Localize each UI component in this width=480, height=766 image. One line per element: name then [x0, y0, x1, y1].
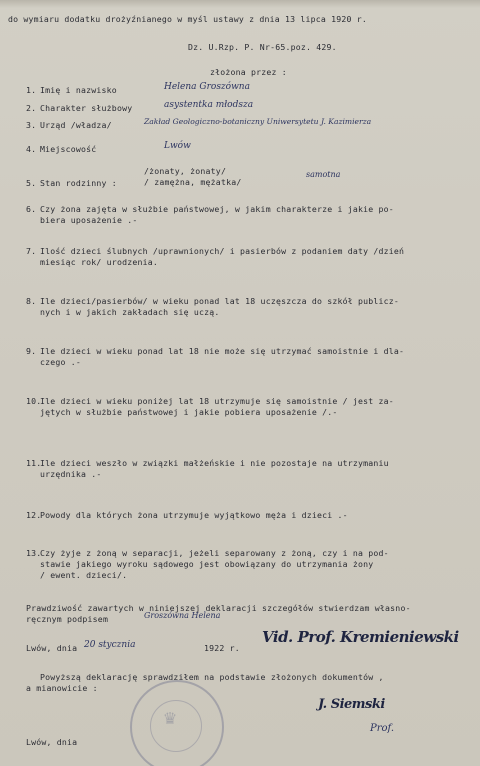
- official-stamp: [130, 680, 224, 766]
- official-signature: Vid. Prof. Kremieniewski: [262, 628, 459, 646]
- header-line-1: do wymiaru dodatku drożyźnianego w myśl ustawy z dnia 13 lipca 1920 r.: [8, 14, 368, 24]
- verification-line-1: Powyższą deklarację sprawdziłem na podstawie złożonych dokumentów ,: [40, 672, 384, 682]
- stamp-inner-ring: [150, 700, 202, 752]
- question-text-line: / ewent. dzieci/.: [40, 570, 128, 580]
- question-text-line: miesiąc rok/ urodzenia.: [40, 257, 158, 267]
- item-number: 1.: [26, 85, 37, 95]
- date-place-label: Lwów, dnia: [26, 643, 78, 653]
- item-label: Imię i nazwisko: [40, 85, 117, 95]
- marital-status-label: Stan rodzinny :: [40, 178, 117, 188]
- item-label: Miejscowość: [40, 144, 97, 154]
- item-label: Charakter służbowy: [40, 103, 133, 113]
- question-text-line: nych i w jakich zakładach się uczą.: [40, 307, 220, 317]
- question-text-line: Czy żyje z żoną w separacji, jeżeli separowany z żoną, czy i na pod-: [40, 548, 389, 558]
- verification-line-2: a mianowicie :: [26, 683, 98, 693]
- item-number: 4.: [26, 144, 37, 154]
- question-text-line: biera uposażenie .-: [40, 215, 138, 225]
- question-text-line: Ile dzieci w wieku ponad lat 18 nie może się utrzymać samoistnie i dla-: [40, 346, 405, 356]
- question-text-line: Ile dzieci/pasierbów/ w wieku ponad lat 18 uczęszcza do szkół publicz-: [40, 296, 400, 306]
- item-handwritten-value: Helena Groszówna: [164, 82, 250, 92]
- declarant-signature: Groszówna Helena: [144, 611, 221, 620]
- declaration-line-1: Prawdziwość zawartych w niniejszej deklaracji szczegółów stwierdzam własno-: [26, 603, 411, 613]
- question-number: 7.: [26, 246, 37, 256]
- question-number: 13.: [26, 548, 42, 558]
- item-handwritten-value: asystentka młodsza: [164, 100, 254, 110]
- date-year: 1922 r.: [204, 643, 240, 653]
- marital-options-line-1: /żonaty, żonaty/: [144, 166, 227, 176]
- question-text-line: czego .-: [40, 357, 82, 367]
- marital-status-value: samotna: [306, 170, 341, 179]
- item-label: Urząd /władza/: [40, 120, 112, 130]
- item-handwritten-value: Zakład Geologiczno-botaniczny Uniwersytetu J. Kazimierza: [144, 117, 372, 126]
- question-text-line: Czy żona zajęta w służbie państwowej, w jakim charakterze i jakie po-: [40, 204, 394, 214]
- marital-options-line-2: / zamężna, mężatka/: [144, 177, 242, 187]
- item-number: 5.: [26, 178, 37, 188]
- question-text-line: Powody dla których żona utrzymuje wyjątkowo męża i dzieci .-: [40, 510, 348, 520]
- question-text-line: jętych w służbie państwowej i jakie pobiera uposażenie /.-: [40, 407, 338, 417]
- footer-date-label: Lwów, dnia: [26, 737, 78, 747]
- declaration-line-2: ręcznym podpisem: [26, 614, 109, 624]
- question-text-line: stawie jakiego wyroku sądowego jest obowiązany do utrzymania żony: [40, 559, 374, 569]
- question-number: 12.: [26, 510, 42, 520]
- date-day-month: 20 stycznia: [84, 640, 136, 650]
- item-handwritten-value: Lwów: [164, 141, 191, 151]
- question-number: 10.: [26, 396, 42, 406]
- question-number: 8.: [26, 296, 37, 306]
- verifier-signature: J. Siemski: [318, 697, 385, 712]
- question-number: 6.: [26, 204, 37, 214]
- question-text-line: urzędnika .-: [40, 469, 102, 479]
- verifier-role: Prof.: [370, 723, 395, 734]
- question-number: 9.: [26, 346, 37, 356]
- header-legal-reference: Dz. U.Rzp. P. Nr-65.poz. 429.: [188, 42, 337, 52]
- eagle-emblem-icon: ♛: [164, 705, 177, 729]
- question-number: 11.: [26, 458, 42, 468]
- question-text-line: Ile dzieci weszło w związki małżeńskie i nie pozostaje na utrzymaniu: [40, 458, 389, 468]
- question-text-line: Ile dzieci w wieku poniżej lat 18 utrzymuje się samoistnie / jest za-: [40, 396, 394, 406]
- page-top-shadow: [0, 0, 480, 8]
- submitted-by-label: złożona przez :: [210, 67, 287, 77]
- item-number: 3.: [26, 120, 37, 130]
- question-text-line: Ilość dzieci ślubnych /uprawnionych/ i pasierbów z podaniem daty /dzień: [40, 246, 405, 256]
- item-number: 2.: [26, 103, 37, 113]
